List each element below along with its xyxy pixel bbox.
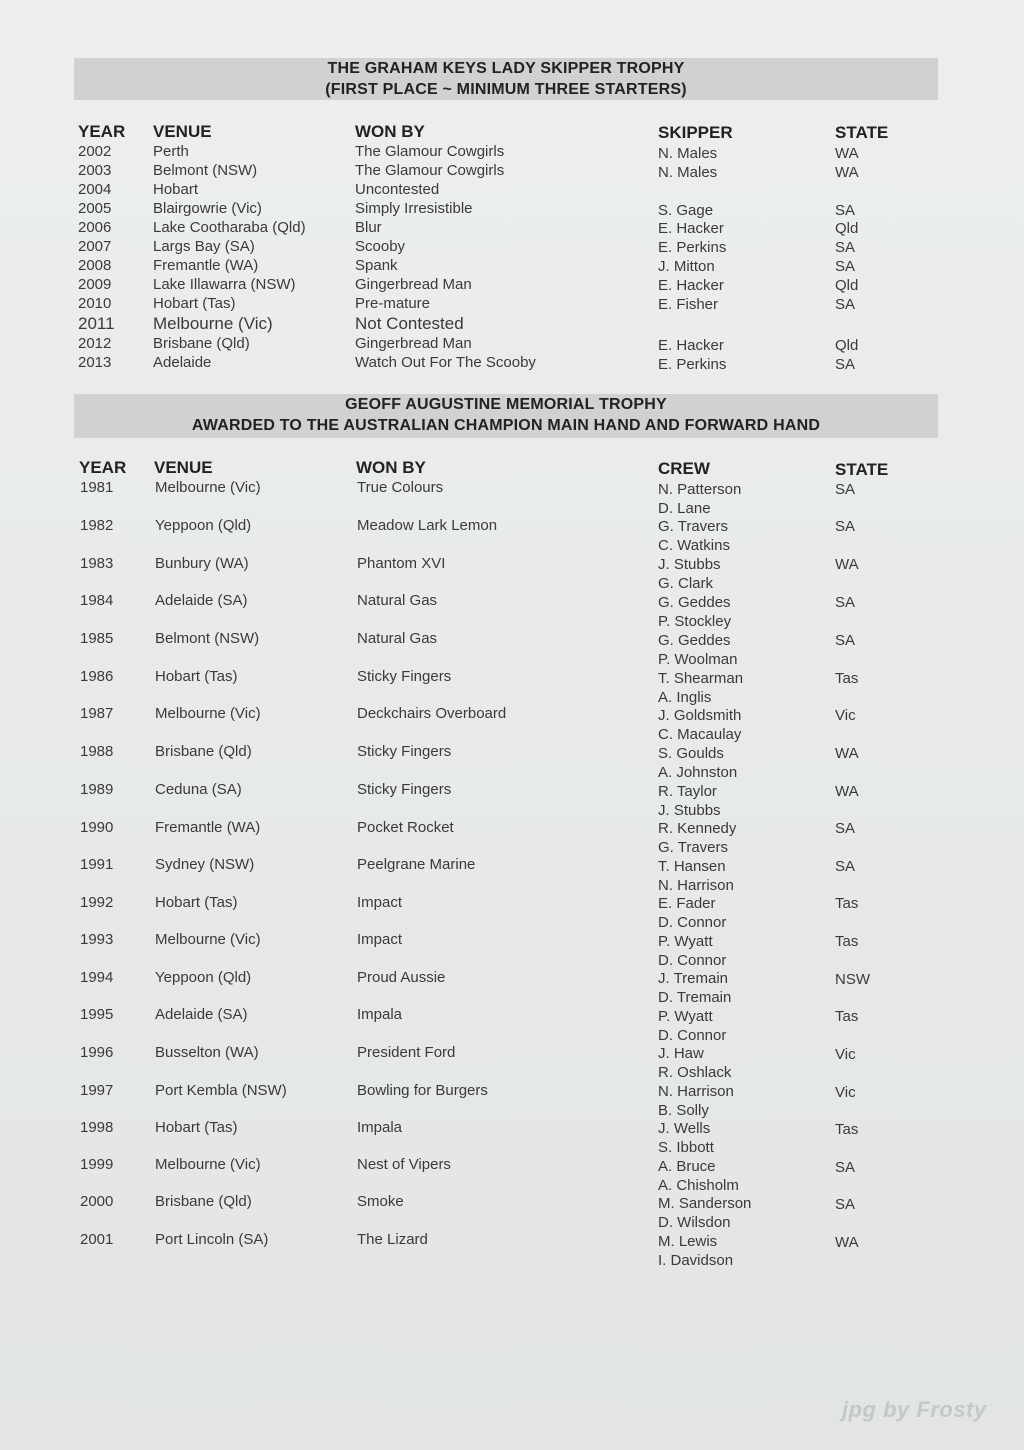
crew-forward-hand-cell: D. Connor (658, 914, 727, 931)
year-cell: 1989 (80, 781, 114, 798)
table2-header-state: STATE (835, 460, 889, 479)
table2-title-line1: GEOFF AUGUSTINE MEMORIAL TROPHY (345, 396, 667, 413)
crew-main-hand-cell: P. Wyatt (658, 933, 713, 950)
crew-forward-hand-cell: D. Wilsdon (658, 1214, 731, 1231)
crew-forward-hand-cell: A. Chisholm (658, 1177, 739, 1194)
won-by-cell: Watch Out For The Scooby (355, 354, 536, 371)
year-cell: 1994 (80, 969, 114, 986)
crew-main-hand-cell: S. Goulds (658, 745, 724, 762)
won-by-cell: Smoke (357, 1193, 404, 1210)
crew-main-hand-cell: E. Fader (658, 895, 716, 912)
venue-cell: Hobart (Tas) (153, 295, 236, 312)
crew-forward-hand-cell: P. Woolman (658, 651, 738, 668)
venue-cell: Melbourne (Vic) (155, 705, 261, 722)
year-cell: 1981 (80, 479, 114, 496)
year-cell: 1983 (80, 555, 114, 572)
won-by-cell: Gingerbread Man (355, 276, 472, 293)
state-cell: Qld (835, 337, 859, 354)
year-cell: 1998 (80, 1119, 114, 1136)
crew-main-hand-cell: R. Taylor (658, 783, 717, 800)
crew-main-hand-cell: G. Geddes (658, 594, 731, 611)
year-cell: 2002 (78, 143, 112, 160)
state-cell: SA (835, 202, 856, 219)
state-cell: Tas (835, 1008, 859, 1025)
venue-cell: Belmont (NSW) (155, 630, 260, 647)
state-cell: WA (835, 1234, 859, 1251)
venue-cell: Melbourne (Vic) (153, 314, 273, 333)
state-cell: Qld (835, 277, 859, 294)
venue-cell: Port Kembla (NSW) (155, 1082, 287, 1099)
won-by-cell: Impala (357, 1006, 403, 1023)
venue-cell: Hobart (Tas) (155, 1119, 238, 1136)
crew-forward-hand-cell: A. Johnston (658, 764, 738, 781)
skipper-cell: E. Hacker (658, 220, 724, 237)
won-by-cell: Pocket Rocket (357, 819, 454, 836)
crew-main-hand-cell: R. Kennedy (658, 820, 737, 837)
won-by-cell: Impala (357, 1119, 403, 1136)
crew-forward-hand-cell: C. Watkins (658, 537, 730, 554)
won-by-cell: The Glamour Cowgirls (355, 162, 505, 179)
venue-cell: Adelaide (SA) (155, 1006, 248, 1023)
state-cell: Tas (835, 670, 859, 687)
crew-main-hand-cell: J. Tremain (658, 970, 729, 987)
state-cell: WA (835, 145, 859, 162)
table2-header-crew: CREW (658, 459, 710, 478)
crew-forward-hand-cell: G. Clark (658, 575, 714, 592)
state-cell: SA (835, 858, 856, 875)
state-cell: SA (835, 820, 856, 837)
table1-header-venue: VENUE (153, 122, 212, 141)
crew-forward-hand-cell: I. Davidson (658, 1252, 734, 1269)
state-cell: Tas (835, 895, 859, 912)
crew-forward-hand-cell: D. Connor (658, 1027, 727, 1044)
crew-forward-hand-cell: D. Lane (658, 500, 711, 517)
state-cell: SA (835, 1196, 856, 1213)
crew-main-hand-cell: T. Shearman (658, 670, 744, 687)
crew-forward-hand-cell: J. Stubbs (658, 802, 721, 819)
skipper-cell: N. Males (658, 145, 718, 162)
state-cell: SA (835, 481, 856, 498)
crew-main-hand-cell: T. Hansen (658, 858, 726, 875)
venue-cell: Hobart (Tas) (155, 668, 238, 685)
skipper-cell: E. Hacker (658, 277, 724, 294)
table2-header-won-by: WON BY (356, 458, 426, 477)
skipper-cell: E. Fisher (658, 296, 719, 313)
year-cell: 2005 (78, 200, 112, 217)
venue-cell: Hobart (153, 181, 199, 198)
crew-main-hand-cell: G. Travers (658, 518, 729, 535)
year-cell: 1999 (80, 1156, 114, 1173)
won-by-cell: Blur (355, 219, 382, 236)
crew-forward-hand-cell: S. Ibbott (658, 1139, 714, 1156)
state-cell: WA (835, 556, 859, 573)
year-cell: 1997 (80, 1082, 114, 1099)
crew-forward-hand-cell: A. Inglis (658, 689, 712, 706)
won-by-cell: President Ford (357, 1044, 456, 1061)
table1-header-skipper: SKIPPER (658, 123, 733, 142)
state-cell: Vic (835, 1046, 856, 1063)
won-by-cell: Spank (355, 257, 398, 274)
state-cell: SA (835, 632, 856, 649)
won-by-cell: Uncontested (355, 181, 440, 198)
won-by-cell: Natural Gas (357, 630, 438, 647)
state-cell: SA (835, 594, 856, 611)
won-by-cell: Natural Gas (357, 592, 438, 609)
venue-cell: Busselton (WA) (155, 1044, 259, 1061)
venue-cell: Blairgowrie (Vic) (153, 200, 262, 217)
venue-cell: Melbourne (Vic) (155, 1156, 261, 1173)
table1-header-won-by: WON BY (355, 122, 425, 141)
crew-main-hand-cell: J. Haw (658, 1045, 704, 1062)
year-cell: 1990 (80, 819, 114, 836)
won-by-cell: Pre-mature (355, 295, 431, 312)
state-cell: WA (835, 745, 859, 762)
memorial-trophy-banner (74, 394, 938, 438)
state-cell: SA (835, 258, 856, 275)
crew-main-hand-cell: J. Wells (658, 1120, 711, 1137)
year-cell: 2009 (78, 276, 112, 293)
skipper-cell: N. Males (658, 164, 718, 181)
year-cell: 1996 (80, 1044, 114, 1061)
won-by-cell: Impact (357, 894, 403, 911)
won-by-cell: Nest of Vipers (357, 1156, 451, 1173)
won-by-cell: The Lizard (357, 1231, 428, 1248)
crew-main-hand-cell: G. Geddes (658, 632, 731, 649)
year-cell: 2010 (78, 295, 112, 312)
year-cell: 2013 (78, 354, 112, 371)
year-cell: 1986 (80, 668, 114, 685)
table1-header-state: STATE (835, 123, 889, 142)
table2-header-year: YEAR (79, 458, 127, 477)
won-by-cell: Sticky Fingers (357, 781, 452, 798)
year-cell: 1984 (80, 592, 114, 609)
state-cell: SA (835, 296, 856, 313)
state-cell: SA (835, 239, 856, 256)
year-cell: 2000 (80, 1193, 114, 1210)
year-cell: 2007 (78, 238, 112, 255)
won-by-cell: Bowling for Burgers (357, 1082, 488, 1099)
table1-title-line1: THE GRAHAM KEYS LADY SKIPPER TROPHY (327, 60, 685, 77)
year-cell: 2004 (78, 181, 112, 198)
state-cell: SA (835, 356, 856, 373)
state-cell: Qld (835, 220, 859, 237)
crew-forward-hand-cell: D. Tremain (658, 989, 732, 1006)
won-by-cell: Simply Irresistible (355, 200, 473, 217)
venue-cell: Adelaide (SA) (155, 592, 248, 609)
state-cell: WA (835, 164, 859, 181)
lady-skipper-trophy-banner (74, 58, 938, 100)
venue-cell: Lake Illawarra (NSW) (153, 276, 296, 293)
skipper-cell: E. Perkins (658, 239, 727, 256)
crew-main-hand-cell: N. Patterson (658, 481, 742, 498)
won-by-cell: Sticky Fingers (357, 743, 452, 760)
crew-main-hand-cell: M. Lewis (658, 1233, 718, 1250)
crew-forward-hand-cell: C. Macaulay (658, 726, 742, 743)
won-by-cell: Proud Aussie (357, 969, 446, 986)
venue-cell: Melbourne (Vic) (155, 931, 261, 948)
state-cell: SA (835, 1159, 856, 1176)
year-cell: 2011 (78, 314, 115, 333)
venue-cell: Brisbane (Qld) (153, 335, 250, 352)
venue-cell: Fremantle (WA) (153, 257, 259, 274)
year-cell: 1995 (80, 1006, 114, 1023)
crew-main-hand-cell: M. Sanderson (658, 1195, 752, 1212)
table1-title-line2: (FIRST PLACE ~ MINIMUM THREE STARTERS) (325, 81, 687, 98)
venue-cell: Fremantle (WA) (155, 819, 261, 836)
state-cell: NSW (835, 971, 870, 988)
year-cell: 2006 (78, 219, 112, 236)
skipper-cell: E. Hacker (658, 337, 724, 354)
won-by-cell: Deckchairs Overboard (357, 705, 507, 722)
venue-cell: Sydney (NSW) (155, 856, 255, 873)
venue-cell: Melbourne (Vic) (155, 479, 261, 496)
skipper-cell: J. Mitton (658, 258, 715, 275)
skipper-cell: S. Gage (658, 202, 714, 219)
table1-header-year: YEAR (78, 122, 126, 141)
year-cell: 1987 (80, 705, 114, 722)
crew-main-hand-cell: A. Bruce (658, 1158, 716, 1175)
won-by-cell: Not Contested (355, 314, 464, 333)
crew-forward-hand-cell: G. Travers (658, 839, 729, 856)
won-by-cell: Impact (357, 931, 403, 948)
state-cell: Tas (835, 1121, 859, 1138)
venue-cell: Yeppoon (Qld) (155, 969, 252, 986)
crew-main-hand-cell: P. Wyatt (658, 1008, 713, 1025)
year-cell: 1982 (80, 517, 114, 534)
crew-main-hand-cell: N. Harrison (658, 1083, 734, 1100)
crew-forward-hand-cell: R. Oshlack (658, 1064, 732, 1081)
crew-forward-hand-cell: N. Harrison (658, 877, 734, 894)
venue-cell: Belmont (NSW) (153, 162, 258, 179)
venue-cell: Bunbury (WA) (155, 555, 249, 572)
crew-forward-hand-cell: B. Solly (658, 1102, 709, 1119)
venue-cell: Brisbane (Qld) (155, 743, 252, 760)
venue-cell: Perth (153, 143, 189, 160)
state-cell: Vic (835, 707, 856, 724)
venue-cell: Hobart (Tas) (155, 894, 238, 911)
year-cell: 1993 (80, 931, 114, 948)
year-cell: 1988 (80, 743, 114, 760)
venue-cell: Brisbane (Qld) (155, 1193, 252, 1210)
won-by-cell: Sticky Fingers (357, 668, 452, 685)
won-by-cell: Meadow Lark Lemon (357, 517, 498, 534)
state-cell: Vic (835, 1084, 856, 1101)
year-cell: 2008 (78, 257, 112, 274)
venue-cell: Adelaide (153, 354, 212, 371)
photographer-watermark: jpg by Frosty (842, 1397, 987, 1422)
year-cell: 1992 (80, 894, 114, 911)
year-cell: 2003 (78, 162, 112, 179)
state-cell: SA (835, 518, 856, 535)
table2-title-line2: AWARDED TO THE AUSTRALIAN CHAMPION MAIN HAND AND FORWARD HAND (191, 417, 821, 434)
venue-cell: Port Lincoln (SA) (155, 1231, 269, 1248)
venue-cell: Yeppoon (Qld) (155, 517, 252, 534)
won-by-cell: True Colours (357, 479, 444, 496)
year-cell: 1991 (80, 856, 114, 873)
skipper-cell: E. Perkins (658, 356, 727, 373)
won-by-cell: Peelgrane Marine (357, 856, 476, 873)
crew-main-hand-cell: J. Stubbs (658, 556, 721, 573)
won-by-cell: Gingerbread Man (355, 335, 472, 352)
crew-main-hand-cell: J. Goldsmith (658, 707, 742, 724)
crew-forward-hand-cell: D. Connor (658, 952, 727, 969)
venue-cell: Ceduna (SA) (155, 781, 242, 798)
won-by-cell: Phantom XVI (357, 555, 446, 572)
year-cell: 2001 (80, 1231, 114, 1248)
year-cell: 1985 (80, 630, 114, 647)
state-cell: WA (835, 783, 859, 800)
venue-cell: Lake Cootharaba (Qld) (153, 219, 306, 236)
venue-cell: Largs Bay (SA) (153, 238, 255, 255)
state-cell: Tas (835, 933, 859, 950)
year-cell: 2012 (78, 335, 112, 352)
crew-forward-hand-cell: P. Stockley (658, 613, 732, 630)
won-by-cell: Scooby (355, 238, 406, 255)
table2-header-venue: VENUE (154, 458, 213, 477)
won-by-cell: The Glamour Cowgirls (355, 143, 505, 160)
